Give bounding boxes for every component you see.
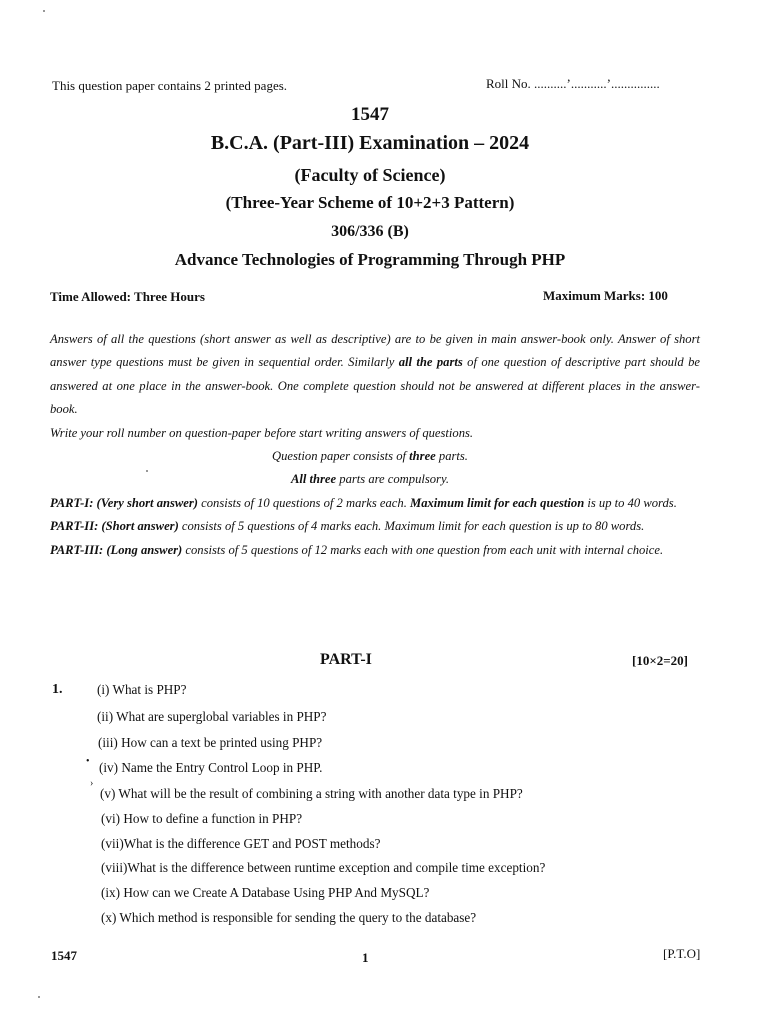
pto-mark: [P.T.O] xyxy=(663,946,701,961)
instruction-text: parts are compulsory. xyxy=(336,472,450,487)
scheme-line: (Three-Year Scheme of 10+2+3 Pattern) xyxy=(225,193,515,212)
paper-code: 1547 xyxy=(351,104,389,125)
instruction-part1 xyxy=(50,492,700,515)
instruction-roll: Write your roll number on question-paper before start writing answers of questions. xyxy=(50,425,474,440)
instruction-text: consists of 5 questions of 12 marks each with one question from each unit with internal choice. xyxy=(182,542,664,557)
instruction-part-heading: PART-II: (Short answer) xyxy=(50,519,179,534)
instruction-part3 xyxy=(50,539,700,562)
question-item: (iv) Name the Entry Control Loop in PHP. xyxy=(99,760,323,775)
pages-note: This question paper contains 2 printed pages. xyxy=(52,78,288,93)
question-item: (i) What is PHP? xyxy=(97,682,187,697)
instruction-text: of one question of descriptive part should be answered at one place in the answer-book. One complete question should not be answered at different places in the answer-book. xyxy=(50,355,700,417)
faculty-line: (Faculty of Science) xyxy=(294,165,446,185)
question-item: (vii)What is the difference GET and POST methods? xyxy=(101,836,381,851)
part1-marks: [10×2=20] xyxy=(632,653,688,668)
scan-mark: › xyxy=(90,778,94,789)
instruction-part-heading: PART-III: (Long answer) xyxy=(50,542,183,557)
part1-heading: PART-I xyxy=(320,651,372,668)
question-item: (iii) How can a text be printed using PHP? xyxy=(98,735,323,750)
question-item: (v) What will be the result of combining a string with another data type in PHP? xyxy=(100,786,523,801)
instructions xyxy=(50,328,700,562)
scan-speck xyxy=(38,996,40,998)
instruction-text: consists of 5 questions of 4 marks each. Maximum limit for each question is up to 80 words. xyxy=(178,519,645,534)
exam-title: B.C.A. (Part-III) Examination – 2024 xyxy=(210,132,530,154)
footer-code: 1547 xyxy=(51,948,77,963)
question-number: 1. xyxy=(52,682,63,697)
question-item: (x) Which method is responsible for sending the query to the database? xyxy=(101,910,477,925)
roll-number-field: Roll No. ..........’...........’............... xyxy=(486,76,660,91)
instruction-emphasis: All three xyxy=(290,472,337,487)
page-number: 1 xyxy=(362,950,369,965)
instruction-text: parts. xyxy=(435,449,468,464)
maximum-marks: Maximum Marks: 100 xyxy=(543,288,668,303)
question-item: (viii)What is the difference between runtime exception and compile time exception? xyxy=(101,860,546,875)
instruction-text: is up to 40 words. xyxy=(584,495,677,510)
question-item: (ix) How can we Create A Database Using PHP And MySQL? xyxy=(101,885,430,900)
instruction-text: Answers of all the questions (short answer as well as descriptive) are to be given in main answer-book only. Answer of short answer type questions must be given in sequential order. Similarly xyxy=(50,332,700,370)
time-allowed: Time Allowed: Three Hours xyxy=(50,289,205,304)
instruction-parts xyxy=(50,445,690,468)
instruction-emphasis: Maximum limit for each question xyxy=(410,495,585,510)
instruction-answers xyxy=(50,328,700,422)
question-item: (vi) How to define a function in PHP? xyxy=(101,811,303,826)
paper-number: 306/336 (B) xyxy=(331,223,409,240)
scan-mark: • xyxy=(86,756,90,767)
instruction-emphasis: all the parts xyxy=(398,355,463,370)
scan-speck xyxy=(43,10,45,12)
instruction-text: consists of 10 questions of 2 marks each. xyxy=(198,495,410,510)
scan-speck xyxy=(146,470,148,472)
instruction-part-heading: PART-I: (Very short answer) xyxy=(50,495,198,510)
subject-title: Advance Technologies of Programming Through PHP xyxy=(174,250,566,269)
instruction-part2 xyxy=(50,515,700,538)
instruction-text: Question paper consists of xyxy=(272,449,410,464)
question-item: (ii) What are superglobal variables in PHP? xyxy=(97,709,327,724)
instruction-emphasis: three xyxy=(409,449,436,464)
